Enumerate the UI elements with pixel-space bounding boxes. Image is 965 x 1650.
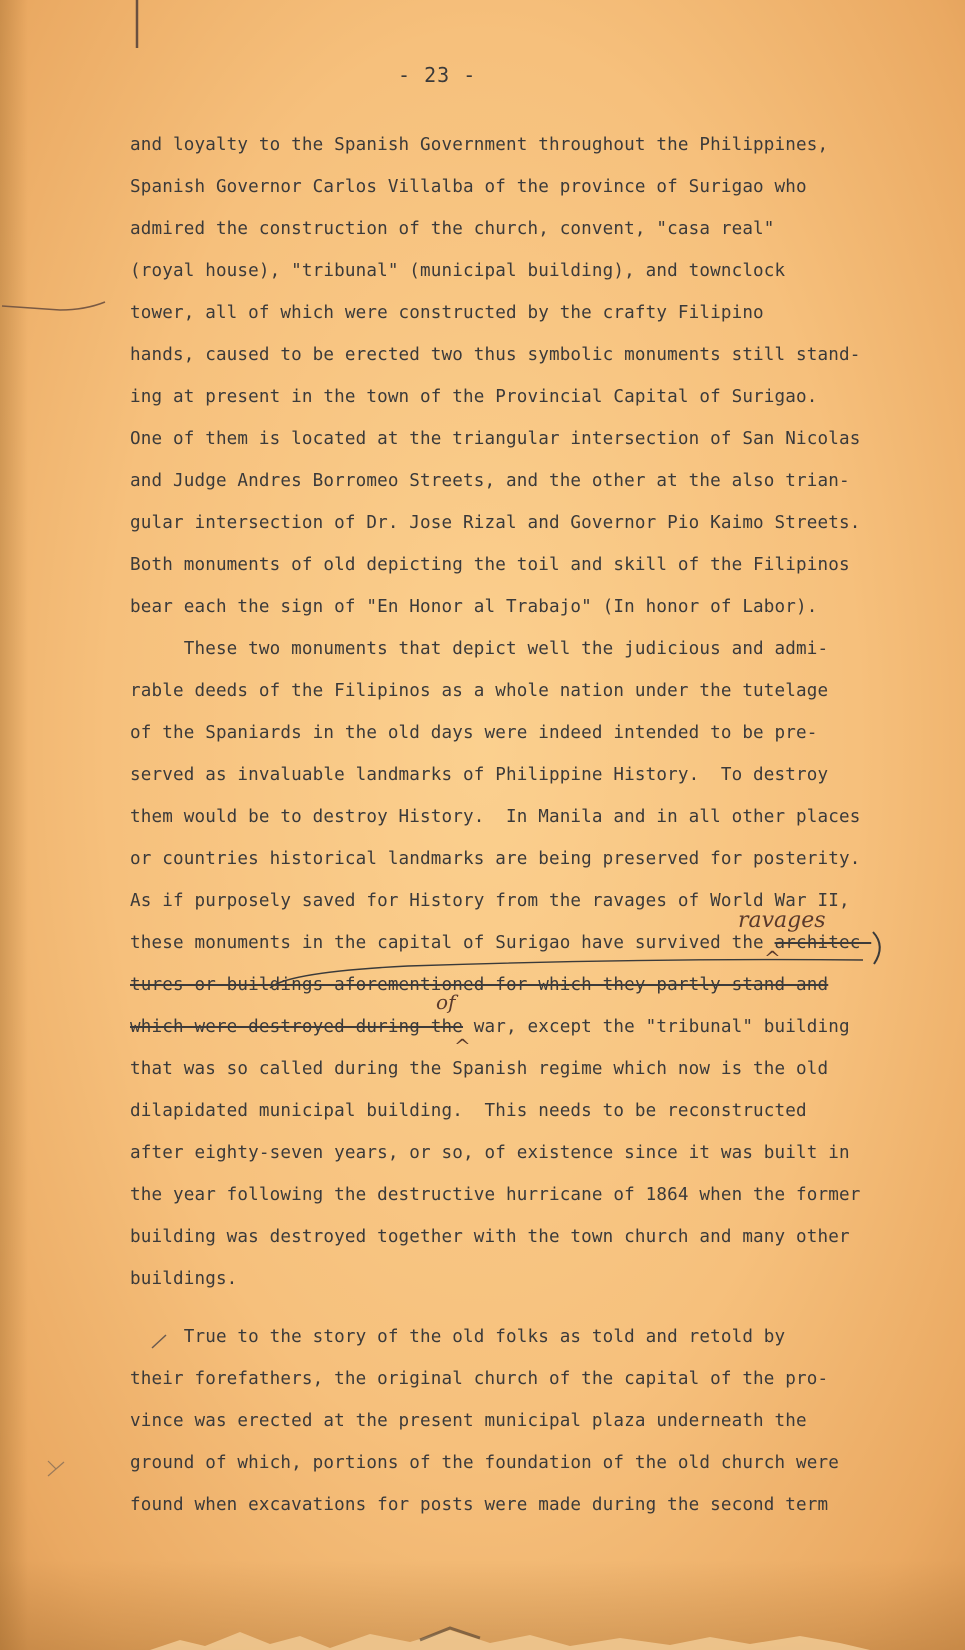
- top-margin-scratch: [134, 0, 140, 50]
- handwritten-insertion-of: of: [436, 990, 456, 1014]
- insertion-caret-1: ^: [764, 946, 781, 970]
- edited-line-3: [130, 1016, 850, 1038]
- body-line-30: found when excavations for posts were made during the second term: [130, 1495, 829, 1515]
- body-line-16: served as invaluable landmarks of Philippine History. To destroy: [130, 765, 829, 785]
- struck-text-architec: architec-: [774, 933, 872, 953]
- body-line-23: the year following the destructive hurricane of 1864 when the former: [130, 1185, 861, 1205]
- body-line-28: vince was erected at the present municipal plaza underneath the: [130, 1411, 807, 1431]
- body-line-25: buildings.: [130, 1269, 238, 1289]
- torn-edge-bottom: [150, 1610, 870, 1650]
- body-line-18: or countries historical landmarks are being preserved for posterity.: [130, 849, 861, 869]
- body-line-8: One of them is located at the triangular intersection of San Nicolas: [130, 429, 861, 449]
- edited-line-3-text: war, except the "tribunal" building: [463, 1017, 850, 1037]
- margin-pencil-mark: [0, 296, 110, 318]
- body-line-2: Spanish Governor Carlos Villalba of the province of Surigao who: [130, 177, 807, 197]
- margin-check-mark: [45, 1458, 67, 1478]
- body-line-6: hands, caused to be erected two thus symbolic monuments still stand-: [130, 345, 861, 365]
- edited-line-1: [130, 932, 871, 954]
- body-line-17: them would be to destroy History. In Manila and in all other places: [130, 807, 861, 827]
- body-line-1: and loyalty to the Spanish Government throughout the Philippines,: [130, 135, 829, 155]
- struck-text-tures: tures or buildings aforementioned for which they partly stand and: [130, 975, 829, 995]
- body-line-20: that was so called during the Spanish regime which now is the old: [130, 1059, 829, 1079]
- edited-line-2: [130, 974, 828, 996]
- paper-edge-shadow-left: [0, 0, 28, 1650]
- body-line-9: and Judge Andres Borromeo Streets, and the other at the also trian-: [130, 471, 850, 491]
- body-line-26: True to the story of the old folks as told and retold by: [130, 1327, 786, 1347]
- handwritten-insertion-ravages: ravages: [738, 908, 826, 933]
- body-line-27: their forefathers, the original church of the capital of the pro-: [130, 1369, 829, 1389]
- body-line-29: ground of which, portions of the foundation of the old church were: [130, 1453, 839, 1473]
- body-line-19: As if purposely saved for History from the ravages of World War II,: [130, 891, 850, 911]
- body-line-22: after eighty-seven years, or so, of existence since it was built in: [130, 1143, 850, 1163]
- body-line-15: of the Spaniards in the old days were indeed intended to be pre-: [130, 723, 818, 743]
- body-line-4: (royal house), "tribunal" (municipal building), and townclock: [130, 261, 786, 281]
- body-line-13: These two monuments that depict well the judicious and admi-: [130, 639, 829, 659]
- body-line-7: ing at present in the town of the Provincial Capital of Surigao.: [130, 387, 818, 407]
- body-line-12: bear each the sign of "En Honor al Trabajo" (In honor of Labor).: [130, 597, 818, 617]
- insertion-caret-2: ^: [454, 1034, 471, 1058]
- struck-text-which-were-destroyed: which were destroyed during the: [130, 1017, 464, 1037]
- body-line-24: building was destroyed together with the town church and many other: [130, 1227, 850, 1247]
- body-line-11: Both monuments of old depicting the toil and skill of the Filipinos: [130, 555, 850, 575]
- page-number: - 23 -: [398, 63, 477, 87]
- body-line-10: gular intersection of Dr. Jose Rizal and Governor Pio Kaimo Streets.: [130, 513, 861, 533]
- body-line-5: tower, all of which were constructed by the crafty Filipino: [130, 303, 764, 323]
- edited-line-1-text: these monuments in the capital of Surigao have survived the: [130, 933, 775, 953]
- body-line-21: dilapidated municipal building. This needs to be reconstructed: [130, 1101, 807, 1121]
- body-line-14: rable deeds of the Filipinos as a whole nation under the tutelage: [130, 681, 829, 701]
- body-line-3: admired the construction of the church, convent, "casa real": [130, 219, 775, 239]
